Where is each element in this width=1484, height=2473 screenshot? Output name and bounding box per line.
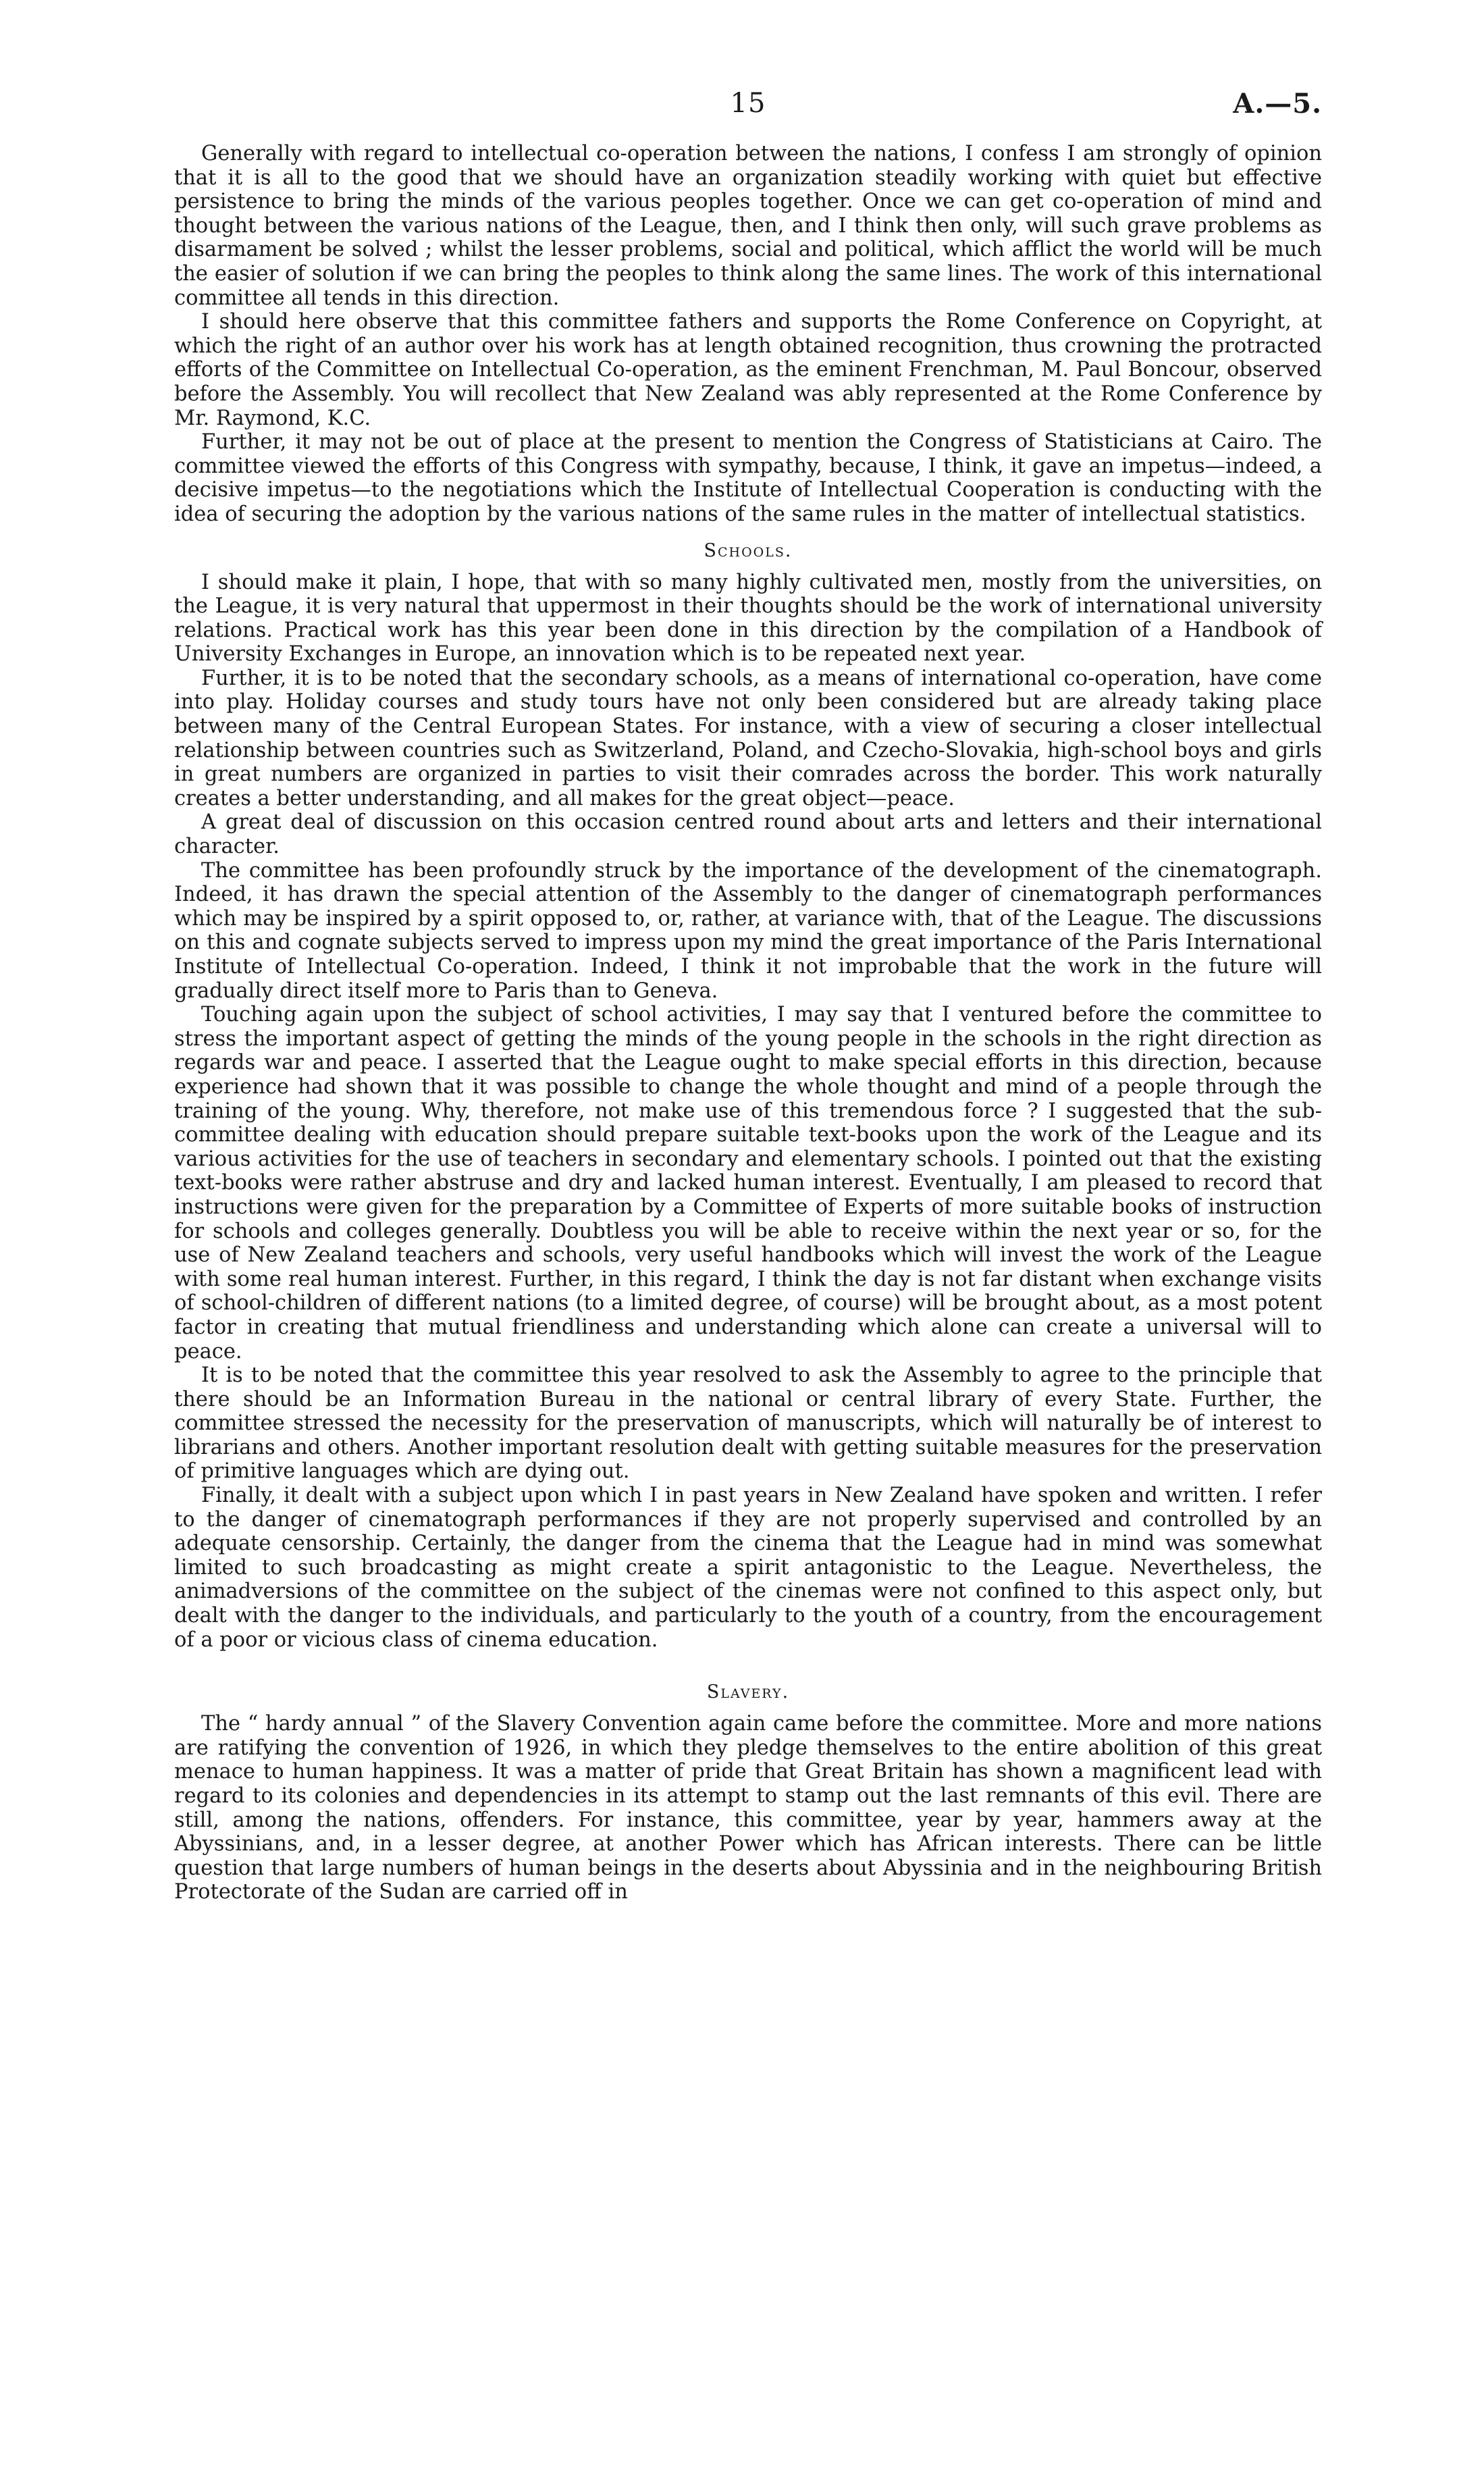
- page-number: 15: [730, 88, 766, 119]
- section-heading-schools: Schools.: [704, 540, 793, 561]
- paragraph-information-bureau: It is to be noted that the committee this year resolved to ask the Assembly to agree to the principle that there should be an Information Bureau in the national or central library of every State. Further, the committee stressed the necessity for the preservation of manuscripts, which will naturally be of interest to librarians and others. Another important resolution dealt with getting suitable measures for the preservation of primitive languages which are dying out.: [174, 1363, 1322, 1484]
- paragraph-intellectual-cooperation: Generally with regard to intellectual co-operation between the nations, I confess I am strongly of opinion that it is all to the good that we should have an organization steadily working with quiet but effective persistence to bring the minds of the various peoples together. Once we can get co-operation of mind and thought between the various nations of the League, then, and I think then only, will such grave problems as disarmament be solved ; whilst the lesser problems, social and political, which afflict the world will be much the easier of solution if we can bring the peoples to think along the same lines. The work of this international committee all tends in this direction.: [174, 142, 1322, 310]
- paragraph-slavery-convention: The “ hardy annual ” of the Slavery Convention again came before the committee. More and more nations are ratifying the convention of 1926, in which they pledge themselves to the entire abolition of this great menace to human happiness. It was a matter of pride that Great Britain has shown a magnificent lead with regard to its colonies and dependencies in its attempt to stamp out the last remnants of this evil. There are still, among the nations, offenders. For instance, this committee, year by year, hammers away at the Abyssinians, and, in a lesser degree, at another Power which has African interests. There can be little question that large numbers of human beings in the deserts about Abyssinia and in the neighbouring British Protectorate of the Sudan are carried off in: [174, 1712, 1322, 1904]
- page-header: [174, 88, 1322, 142]
- document-page: [174, 88, 1322, 1904]
- paragraph-secondary-schools: Further, it is to be noted that the secondary schools, as a means of international co-operation, have come into play. Holiday courses and study tours have not only been considered but are already taking place between many of the Central European States. For instance, with a view of securing a closer intellectual relationship between countries such as Switzerland, Poland, and Czecho-Slovakia, high-school boys and girls in great numbers are organized in parties to visit their comrades across the border. This work naturally creates a better understanding, and all makes for the great object—peace.: [174, 666, 1322, 810]
- paragraph-statisticians-congress: Further, it may not be out of place at the present to mention the Congress of Statisticians at Cairo. The committee viewed the efforts of this Congress with sympathy, because, I think, it gave an impetus—indeed, a decisive impetus—to the negotiations which the Institute of Intellectual Cooperation is conducting with the idea of securing the adoption by the various nations of the same rules in the matter of intellectual statistics.: [174, 430, 1322, 526]
- section-heading-slavery: Slavery.: [706, 1682, 790, 1703]
- paragraph-cinema-censorship: Finally, it dealt with a subject upon which I in past years in New Zealand have spoken and written. I refer to the danger of cinematograph performances if they are not properly supervised and controlled by an adequate censorship. Certainly, the danger from the cinema that the League had in mind was somewhat limited to such broadcasting as might create a spirit antagonistic to the League. Nevertheless, the animadversions of the committee on the subject of the cinemas were not confined to this aspect only, but dealt with the danger to the individuals, and particularly to the youth of a country, from the encouragement of a poor or vicious class of cinema education.: [174, 1484, 1322, 1652]
- paragraph-arts-and-letters: A great deal of discussion on this occasion centred round about arts and letters and their international character.: [174, 810, 1322, 859]
- paragraph-rome-conference: I should here observe that this committee fathers and supports the Rome Conference on Copyright, at which the right of an author over his work has at length obtained recognition, thus crowning the protracted efforts of the Committee on Intellectual Co-operation, as the eminent Frenchman, M. Paul Boncour, observed before the Assembly. You will recollect that New Zealand was ably represented at the Rome Conference by Mr. Raymond, K.C.: [174, 310, 1322, 430]
- paragraph-university-relations: I should make it plain, I hope, that with so many highly cultivated men, mostly from the universities, on the League, it is very natural that uppermost in their thoughts should be the work of international university relations. Practical work has this year been done in this direction by the compilation of a Handbook of University Exchanges in Europe, an innovation which is to be repeated next year.: [174, 570, 1322, 667]
- paragraph-cinematograph: The committee has been profoundly struck by the importance of the development of the cinematograph. Indeed, it has drawn the special attention of the Assembly to the danger of cinematograph performances which may be inspired by a spirit opposed to, or, rather, at variance with, that of the League. The discussions on this and cognate subjects served to impress upon my mind the great importance of the Paris International Institute of Intellectual Co-operation. Indeed, I think it not improbable that the work in the future will gradually direct itself more to Paris than to Geneva.: [174, 858, 1322, 1003]
- document-reference: A.—5.: [1233, 88, 1322, 120]
- paragraph-school-activities: Touching again upon the subject of school activities, I may say that I ventured before the committee to stress the important aspect of getting the minds of the young people in the schools in the right direction as regards war and peace. I asserted that the League ought to make special efforts in this direction, because experience had shown that it was possible to change the whole thought and mind of a people through the training of the young. Why, therefore, not make use of this tremendous force ? I suggested that the sub-committee dealing with education should prepare suitable text-books upon the work of the League and its various activities for the use of teachers in secondary and elementary schools. I pointed out that the existing text-books were rather abstruse and dry and lacked human interest. Eventually, I am pleased to record that instructions were given for the preparation by a Committee of Experts of more suitable books of instruction for schools and colleges generally. Doubtless you will be able to receive within the next year or so, for the use of New Zealand teachers and schools, very useful handbooks which will invest the work of the League with some real human interest. Further, in this regard, I think the day is not far distant when exchange visits of school-children of different nations (to a limited degree, of course) will be brought about, as a most potent factor in creating that mutual friendliness and understanding which alone can create a universal will to peace.: [174, 1003, 1322, 1363]
